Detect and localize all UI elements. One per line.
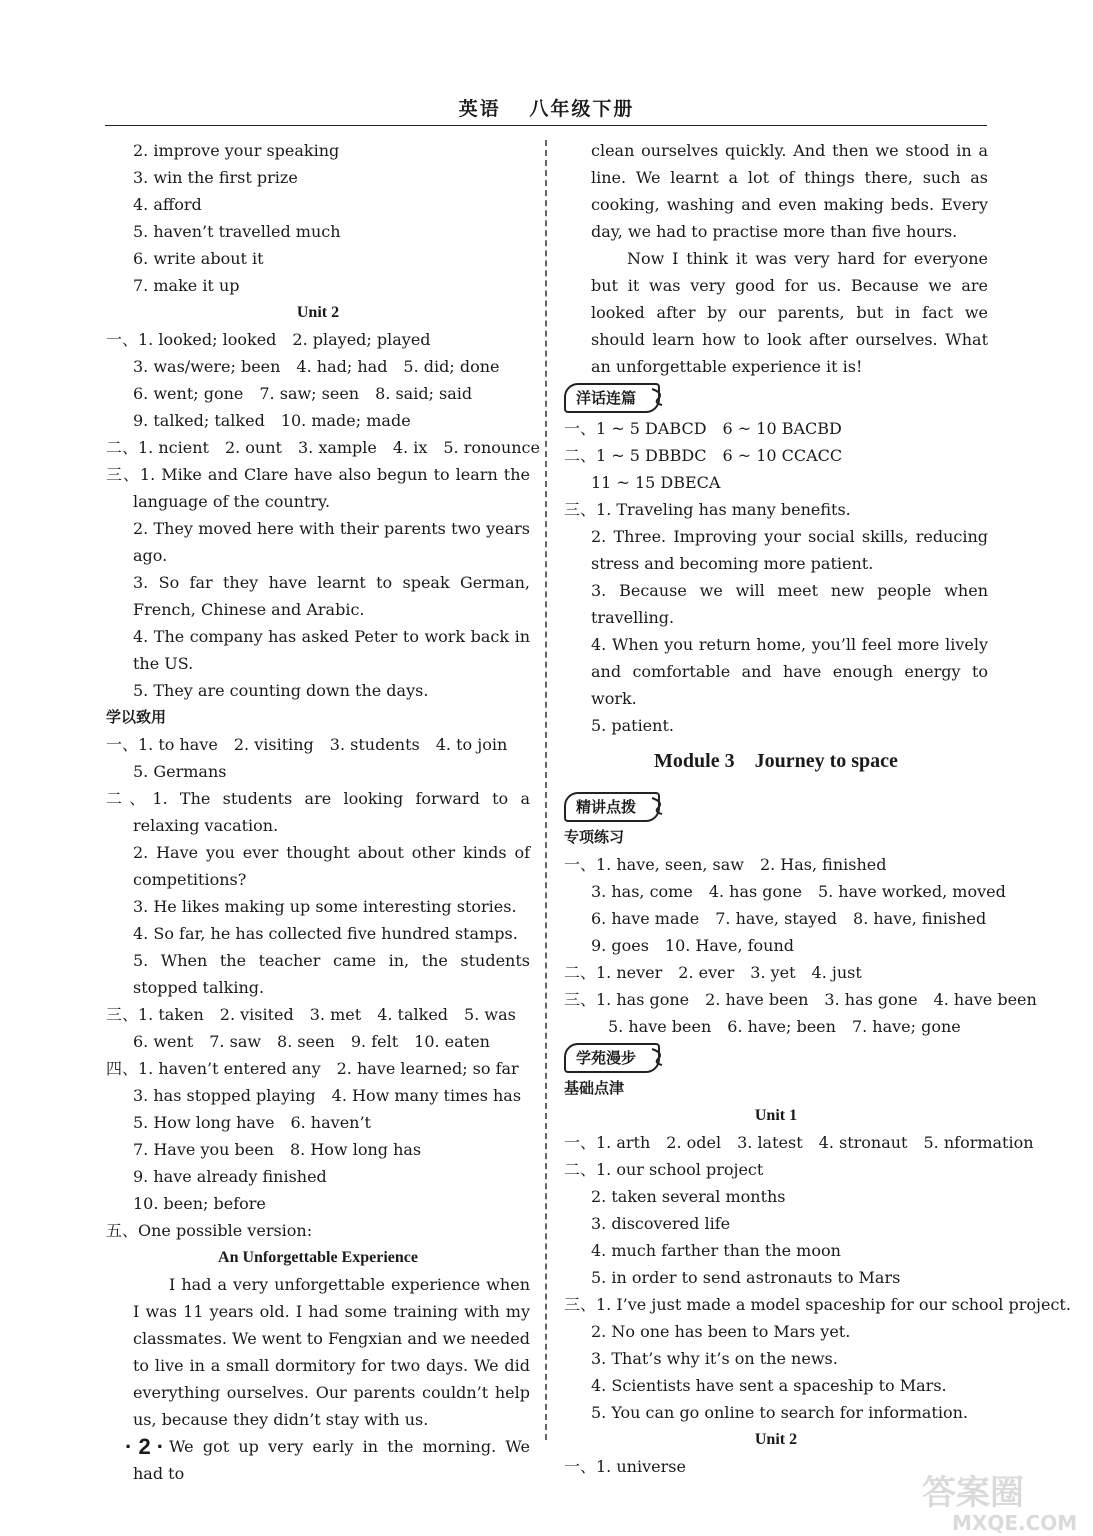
answer-line: 三、1. I’ve just made a model spaceship for our school project. bbox=[564, 1295, 1071, 1314]
swirl-icon bbox=[650, 796, 666, 816]
section-label: 三、 bbox=[564, 500, 597, 519]
section-heading: 学以致用 bbox=[106, 708, 167, 726]
section-badge bbox=[564, 383, 660, 413]
section-label: 三、 bbox=[106, 465, 140, 484]
answer-line: 6. went; gone 7. saw; seen 8. said; said bbox=[133, 384, 473, 403]
answer-line: 3. That’s why it’s on the news. bbox=[591, 1349, 838, 1368]
essay-paragraph: We got up very early in the morning. We had to bbox=[133, 1437, 530, 1483]
swirl-icon bbox=[650, 387, 666, 407]
unit-title: Unit 1 bbox=[754, 1107, 798, 1124]
answer-line: 一、1. have, seen, saw 2. Has, finished bbox=[564, 855, 887, 874]
answer-line: 9. goes 10. Have, found bbox=[591, 936, 795, 955]
answer-text: 1. Mike and Clare have also begun to learn the language of the country. bbox=[133, 465, 530, 511]
answer-line: 5. in order to send astronauts to Mars bbox=[591, 1268, 901, 1287]
answer-line: 4. much farther than the moon bbox=[591, 1241, 841, 1260]
answer-line: 四、1. haven’t entered any 2. have learned; so far bbox=[106, 1059, 519, 1078]
section-heading: 专项练习 bbox=[564, 828, 625, 846]
answer-line: 4. Scientists have sent a spaceship to Mars. bbox=[591, 1376, 947, 1395]
answer-line: 一、1. looked; looked 2. played; played bbox=[106, 330, 431, 349]
answer-item: 2. They moved here with their parents two years ago. bbox=[133, 519, 530, 565]
watermark-logo bbox=[912, 1468, 1092, 1534]
header-subject: 英语 bbox=[458, 98, 501, 120]
answer-line: 3. was/were; been 4. had; had 5. did; done bbox=[133, 357, 500, 376]
answer-item: 4. So far, he has collected five hundred stamps. bbox=[133, 924, 518, 943]
right-column bbox=[564, 137, 1071, 1480]
answer-line: 2. No one has been to Mars yet. bbox=[591, 1322, 851, 1341]
answer-line: 3. has stopped playing 4. How many times has bbox=[133, 1086, 522, 1105]
answer-line: 10. been; before bbox=[133, 1194, 266, 1213]
essay-paragraph: I had a very unforgettable experience when I was 11 years old. I had some training with my classmates. We went to Fengxian and we needed to live in a small dormitory for two days. We did everything ourselves. Our parents couldn’t help us, because they didn’t stay with us. bbox=[133, 1275, 530, 1429]
unit-title: Unit 2 bbox=[296, 304, 340, 321]
answer-line: 5. You can go online to search for information. bbox=[591, 1403, 968, 1422]
answer-item: 5. When the teacher came in, the students stopped talking. bbox=[133, 951, 530, 997]
answer-line: 二、1 ~ 5 DBBDC 6 ~ 10 CCACC bbox=[564, 446, 843, 465]
answer-line: 二、1. never 2. ever 3. yet 4. just bbox=[564, 963, 862, 982]
answer-line: 2. taken several months bbox=[591, 1187, 786, 1206]
badge-label: 学苑漫步 bbox=[576, 1048, 637, 1067]
answer-item: 2. Have you ever thought about other kinds of competitions? bbox=[133, 843, 530, 889]
answer-item bbox=[564, 496, 988, 523]
answer-line: 3. discovered life bbox=[591, 1214, 731, 1233]
answer-line: 6. have made 7. have, stayed 8. have, finished bbox=[591, 909, 987, 928]
answer-item: 3. Because we will meet new people when travelling. bbox=[591, 581, 988, 627]
answer-line: 三、1. taken 2. visited 3. met 4. talked 5. was bbox=[106, 1005, 516, 1024]
answer-line: 5. have been 6. have; been 7. have; gone bbox=[608, 1017, 961, 1036]
header-rule bbox=[105, 125, 987, 126]
section-heading: 基础点津 bbox=[564, 1079, 625, 1097]
answer-line: 一、1 ~ 5 DABCD 6 ~ 10 BACBD bbox=[564, 419, 842, 438]
answer-line: 6. went 7. saw 8. seen 9. felt 10. eaten bbox=[133, 1032, 490, 1051]
badge-label: 精讲点拨 bbox=[576, 797, 637, 816]
answer-item: 5. patient. bbox=[591, 716, 674, 735]
watermark-text: 答案圈 bbox=[922, 1473, 1024, 1513]
answer-text: 1. Traveling has many benefits. bbox=[596, 500, 851, 519]
answer-line: 9. have already finished bbox=[133, 1167, 327, 1186]
section-badge bbox=[564, 1043, 660, 1073]
page-header bbox=[0, 94, 1093, 121]
answer-item bbox=[106, 785, 530, 839]
unit-title: Unit 2 bbox=[754, 1431, 798, 1448]
answer-line: 一、1. arth 2. odel 3. latest 4. stronaut 5. nformation bbox=[564, 1133, 1034, 1152]
answer-line: 二、1. our school project bbox=[564, 1160, 764, 1179]
answer-line: 9. talked; talked 10. made; made bbox=[133, 411, 411, 430]
answer-line: 5. haven’t travelled much bbox=[133, 222, 341, 241]
answer-line: 一、1. to have 2. visiting 3. students 4. to join bbox=[106, 735, 508, 754]
section-badge bbox=[564, 792, 660, 822]
page-number: · 2 · bbox=[125, 1434, 165, 1459]
answer-line: 4. afford bbox=[133, 195, 202, 214]
answer-line: 7. make it up bbox=[133, 276, 240, 295]
answer-line: 11 ~ 15 DBECA bbox=[591, 473, 721, 492]
answer-item: 2. Three. Improving your social skills, reducing stress and becoming more patient. bbox=[591, 527, 988, 573]
answer-item: 4. The company has asked Peter to work back in the US. bbox=[133, 627, 530, 673]
answer-line: 3. win the first prize bbox=[133, 168, 298, 187]
answer-line: 三、1. has gone 2. have been 3. has gone 4. have been bbox=[564, 990, 1037, 1009]
answer-item: 5. They are counting down the days. bbox=[133, 681, 429, 700]
answer-item: 3. He likes making up some interesting stories. bbox=[133, 897, 517, 916]
answer-item: 4. When you return home, you’ll feel more lively and comfortable and have enough energy to work. bbox=[591, 635, 988, 708]
left-column bbox=[106, 137, 540, 1487]
answer-text: 1. The students are looking forward to a relaxing vacation. bbox=[133, 789, 530, 835]
module-title: Module 3 Journey to space bbox=[654, 750, 898, 772]
answer-line: 二、1. ncient 2. ount 3. xample 4. ix 5. ronounce bbox=[106, 438, 540, 457]
badge-label: 洋话连篇 bbox=[576, 388, 637, 407]
answer-line: 五、One possible version: bbox=[106, 1221, 313, 1240]
answer-line: 7. Have you been 8. How long has bbox=[133, 1140, 422, 1159]
answer-line: 6. write about it bbox=[133, 249, 264, 268]
answer-line: 2. improve your speaking bbox=[133, 141, 340, 160]
answer-line: 5. Germans bbox=[133, 762, 227, 781]
essay-paragraph: Now I think it was very hard for everyone but it was very good for us. Because we are looked after by our parents, but in fact we should learn how to look after ourselves. What an unforgettable experience it is! bbox=[591, 249, 988, 376]
answer-item: 3. So far they have learnt to speak German, French, Chinese and Arabic. bbox=[133, 573, 530, 619]
watermark-domain: MXQE.COM bbox=[952, 1511, 1078, 1535]
answer-line: 3. has, come 4. has gone 5. have worked, moved bbox=[591, 882, 1006, 901]
swirl-icon bbox=[650, 1047, 666, 1067]
answer-item bbox=[106, 461, 530, 515]
header-grade: 八年级下册 bbox=[529, 98, 635, 120]
column-divider bbox=[545, 140, 547, 1440]
essay-paragraph: clean ourselves quickly. And then we stood in a line. We learnt a lot of things there, such as cooking, washing and even making beds. Every day, we had to practise more than five hours. bbox=[591, 141, 988, 241]
answer-line: 一、1. universe bbox=[564, 1457, 686, 1476]
answer-line: 5. How long have 6. haven’t bbox=[133, 1113, 371, 1132]
section-label: 二、 bbox=[106, 789, 153, 808]
essay-title: An Unforgettable Experience bbox=[218, 1249, 418, 1266]
